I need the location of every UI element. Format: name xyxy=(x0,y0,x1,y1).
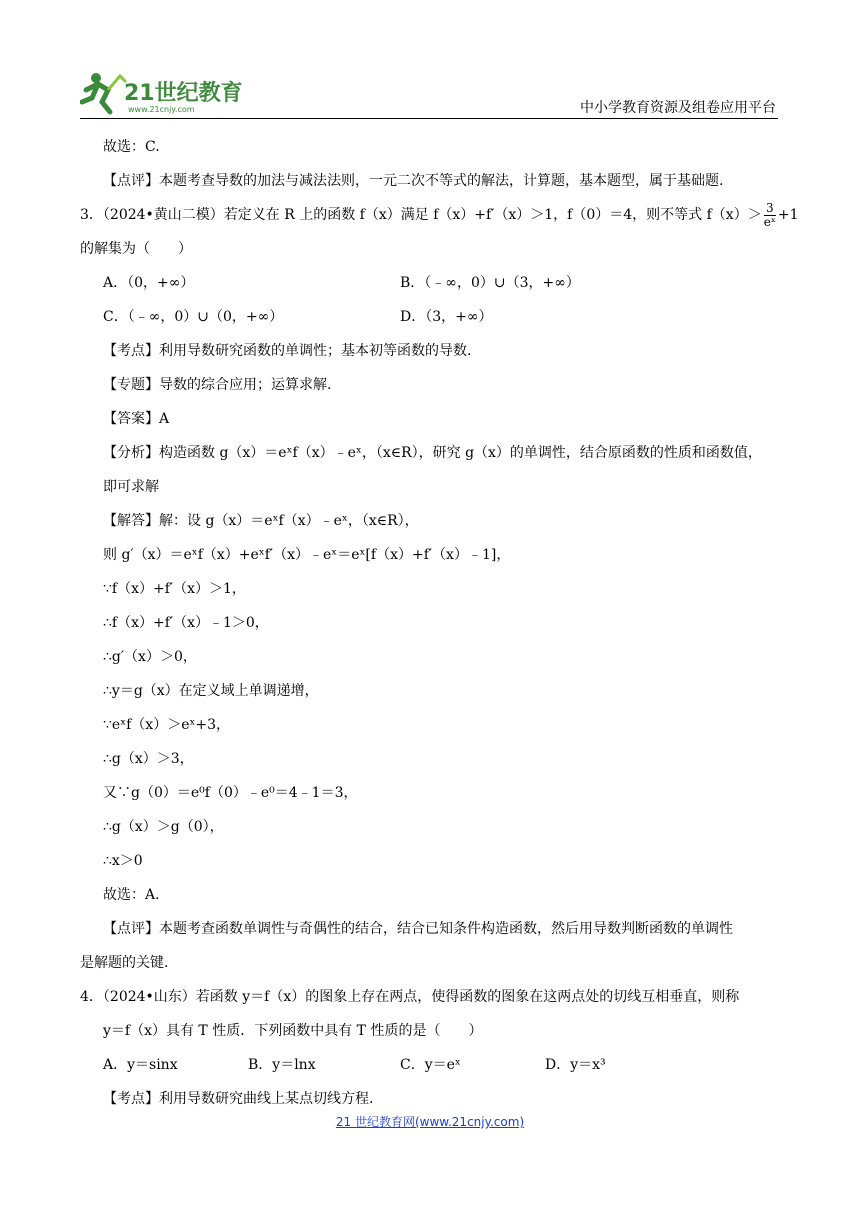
site-logo xyxy=(80,68,250,118)
question-4-options xyxy=(80,1048,778,1082)
solution-line-5: ∴g′（x）＞0， xyxy=(103,649,197,665)
question-4-stem: 4．（2024•山东）若函数 y＝f（x）的图象上存在两点，使得函数的图象在这两点处的切线互相垂直，则称 xyxy=(80,989,740,1005)
solution-line-8: ∴g（x）＞3， xyxy=(103,751,194,767)
solution-line-3: ∵f（x）+f′（x）＞1， xyxy=(103,581,246,597)
q4-option-d: D．y＝x³ xyxy=(545,1057,606,1073)
question-3-tail: +1 xyxy=(777,207,799,223)
knowledge-point: 【考点】利用导数研究函数的单调性；基本初等函数的导数. xyxy=(103,343,472,359)
fraction xyxy=(764,202,776,229)
analysis-line-1: 【分析】构造函数 g（x）＝eˣf（x）﹣eˣ，（x∈R），研究 g（x）的单调性，结合原函数的性质和函数值， xyxy=(103,445,762,461)
q4-option-c: C．y＝eˣ xyxy=(400,1057,461,1073)
q4-option-b: B．y＝lnx xyxy=(248,1057,316,1073)
option-b: B．（﹣∞，0）∪（3，+∞） xyxy=(400,275,580,291)
question-3-text: 3．（2024•黄山二模）若定义在 R 上的函数 f（x）满足 f（x）+f′（x）＞1，f（0）＝4，则不等式 f（x）＞ xyxy=(80,207,762,223)
document-body xyxy=(80,130,799,1116)
solution-line-1: 【解答】解：设 g（x）＝eˣf（x）﹣eˣ，（x∈R）， xyxy=(103,513,419,529)
logo-text: 21世纪教育 xyxy=(124,81,243,106)
answer: 【答案】A xyxy=(103,411,170,427)
answer-choice-prev: 故选：C. xyxy=(103,139,160,155)
comment-prev: 【点评】本题考查导数的加法与减法法则，一元二次不等式的解法，计算题，基本题型，属于基础题. xyxy=(103,173,724,189)
fraction-numerator: 3 xyxy=(764,202,776,216)
question-3-stem xyxy=(80,198,799,232)
solution-line-6: ∴y＝g（x）在定义域上单调递增， xyxy=(103,683,319,699)
fraction-denominator: eˣ xyxy=(763,214,776,229)
solution-line-7: ∵eˣf（x）＞eˣ+3， xyxy=(103,717,231,733)
solution-line-12: 故选：A. xyxy=(103,887,160,903)
solution-line-2: 则 g′（x）＝eˣf（x）+eˣf′（x）﹣eˣ＝eˣ[f（x）+f′（x）﹣1]， xyxy=(103,547,511,563)
q4-knowledge-point: 【考点】利用导数研究曲线上某点切线方程. xyxy=(103,1091,374,1107)
solution-line-9: 又∵g（0）＝e⁰f（0）﹣e⁰＝4﹣1＝3， xyxy=(103,785,358,801)
header-divider xyxy=(80,118,778,119)
topic: 【专题】导数的综合应用；运算求解. xyxy=(103,377,332,393)
footer-link[interactable]: 21 世纪教育网(www.21cnjy.com) xyxy=(335,1115,525,1129)
logo-url: www.21cnjy.com xyxy=(128,105,195,114)
footer xyxy=(0,1113,860,1130)
analysis-line-2: 即可求解 xyxy=(103,479,159,495)
option-a: A．（0，+∞） xyxy=(103,275,195,291)
solution-line-4: ∴f（x）+f′（x）﹣1＞0， xyxy=(103,615,269,631)
comment-line-2: 是解题的关键. xyxy=(80,955,169,971)
runner-icon xyxy=(82,73,126,112)
question-3-options-row-1 xyxy=(80,266,778,300)
question-3-stem-2: 的解集为（ ） xyxy=(80,241,192,257)
question-4-stem-2: y＝f（x）具有 T 性质．下列函数中具有 T 性质的是（ ） xyxy=(103,1023,483,1039)
option-d: D．（3，+∞） xyxy=(400,309,493,325)
question-3-options-row-2 xyxy=(80,300,778,334)
option-c: C．（﹣∞，0）∪（0，+∞） xyxy=(103,309,284,325)
solution-line-11: ∴x＞0 xyxy=(103,853,143,869)
platform-name: 中小学教育资源及组卷应用平台 xyxy=(580,100,776,116)
q4-option-a: A．y＝sinx xyxy=(103,1057,178,1073)
solution-line-10: ∴g（x）＞g（0）， xyxy=(103,819,224,835)
comment-line-1: 【点评】本题考查函数单调性与奇偶性的结合，结合已知条件构造函数，然后用导数判断函数的单调性 xyxy=(103,921,733,937)
